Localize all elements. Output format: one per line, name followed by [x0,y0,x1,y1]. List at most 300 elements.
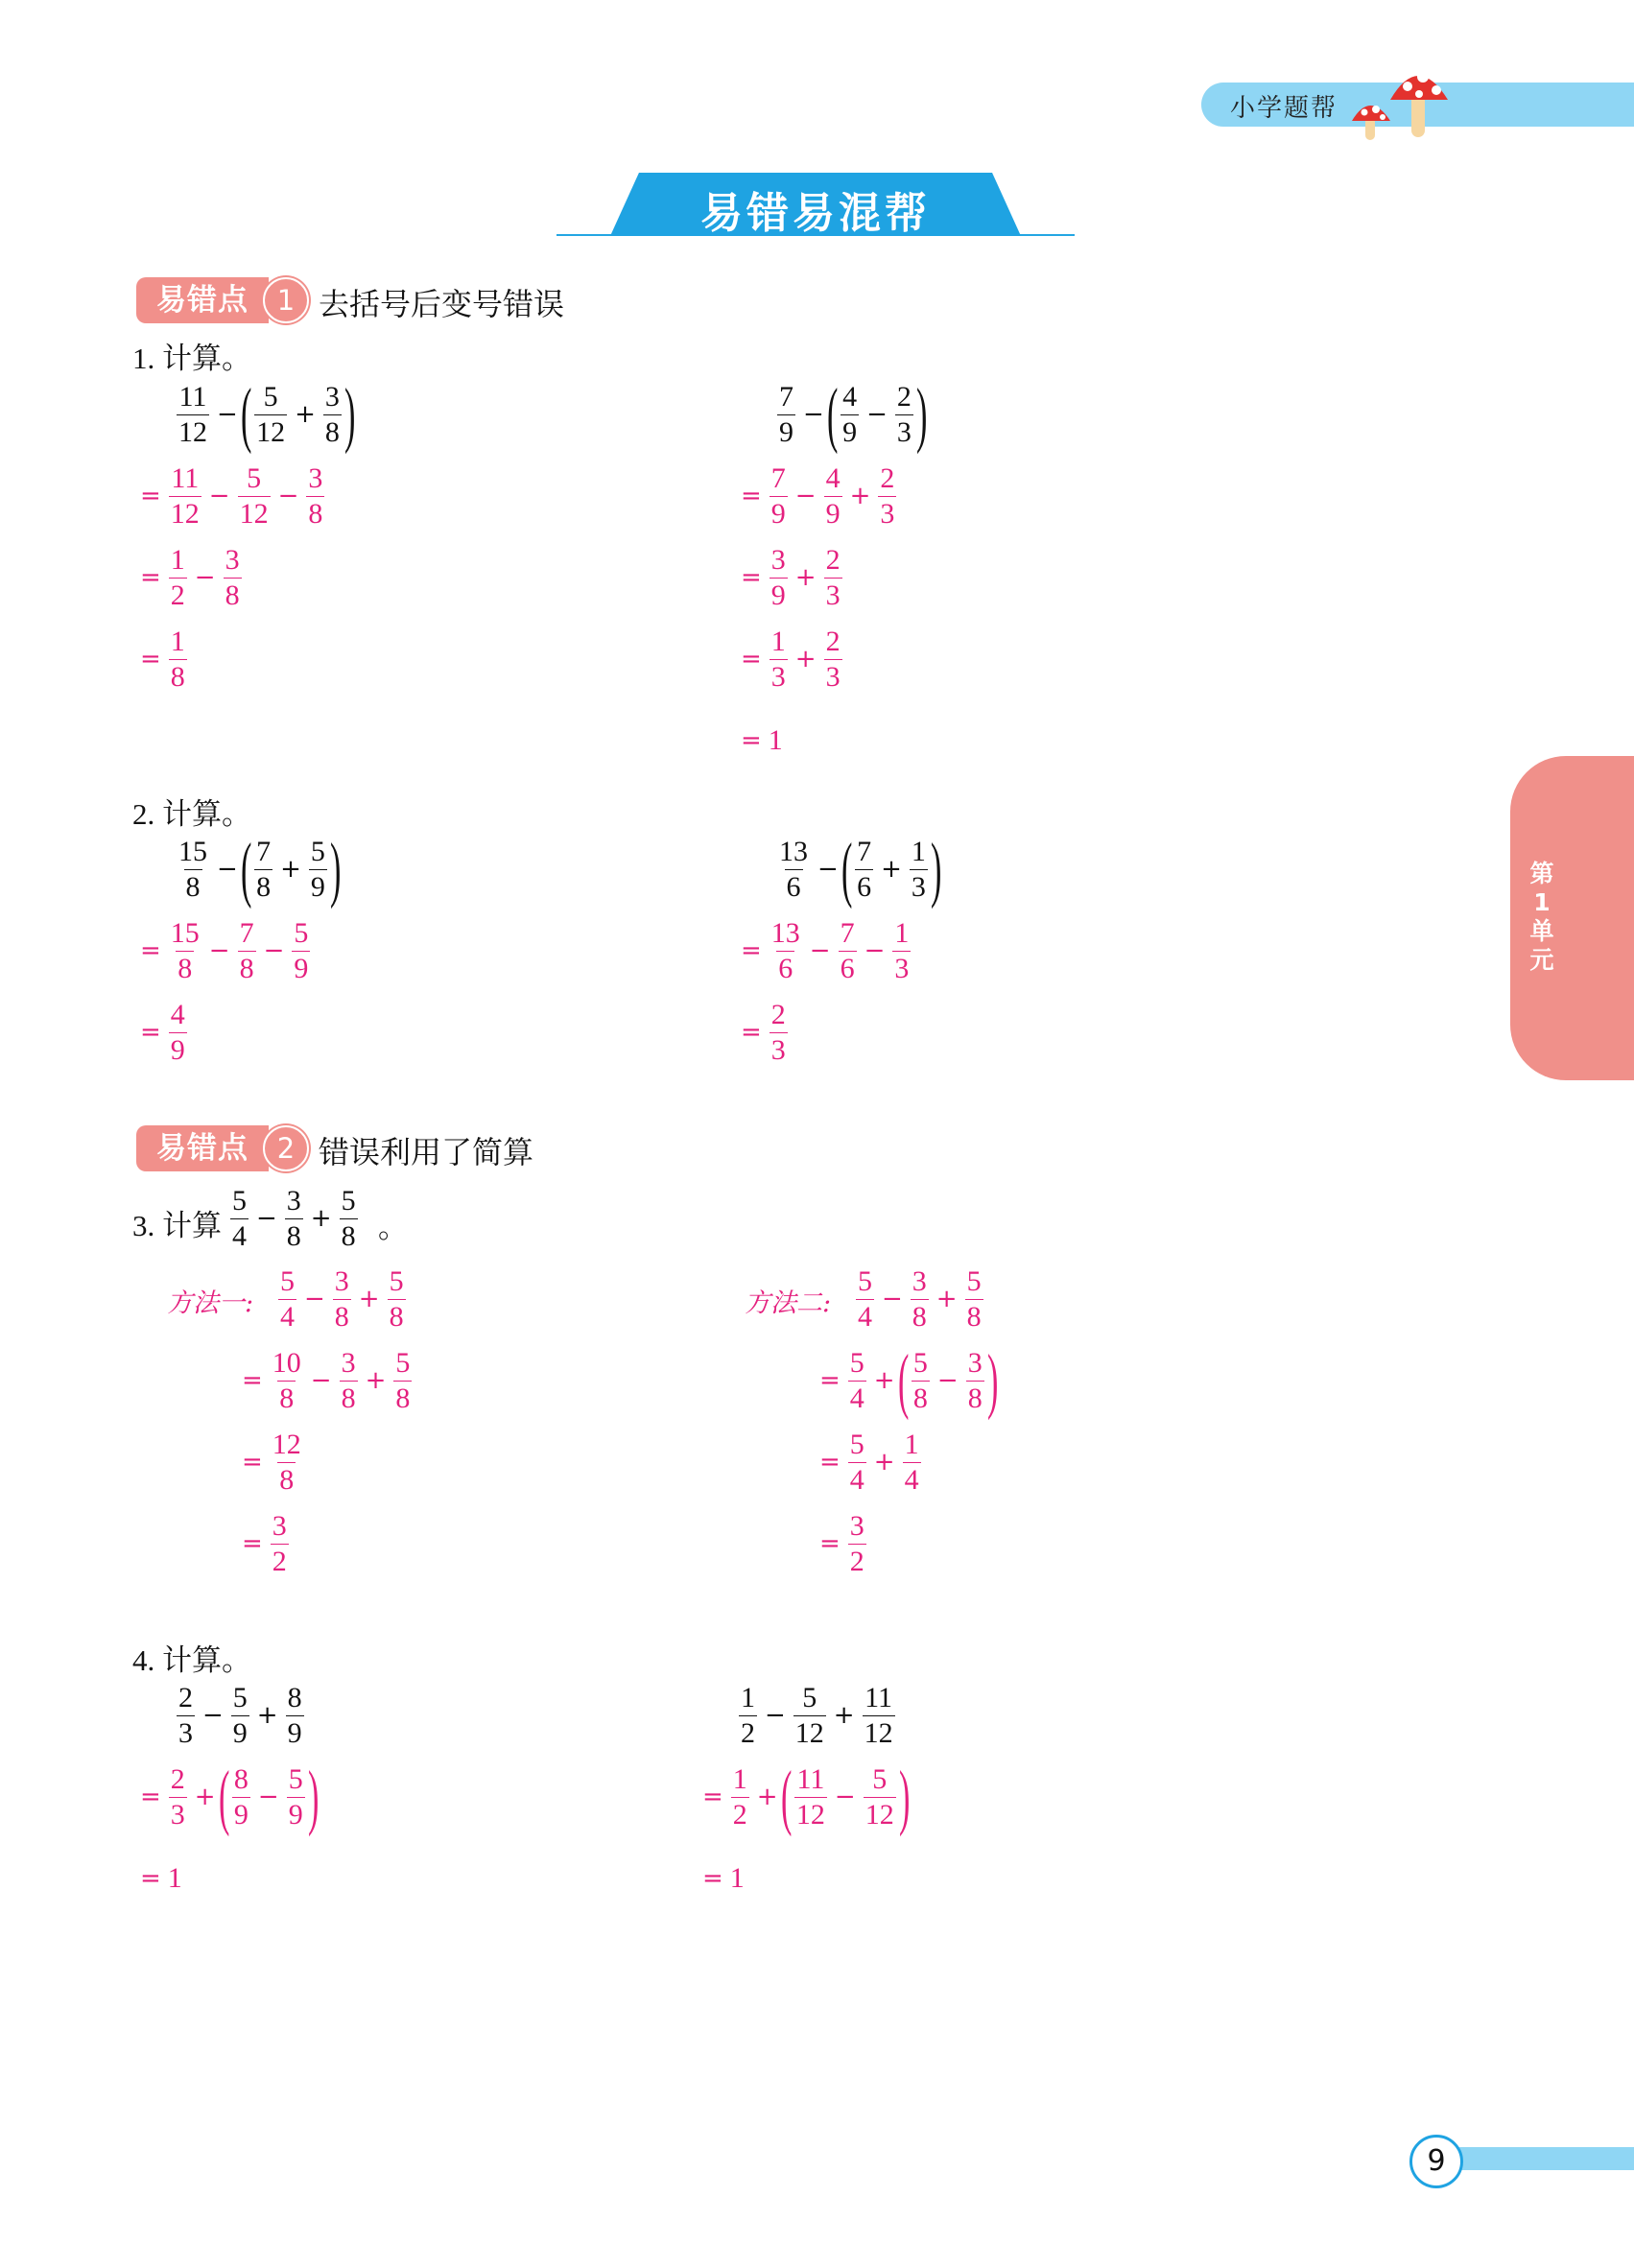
operator: + [833,1701,855,1730]
fraction [169,998,187,1066]
denominator: 4 [858,1300,872,1333]
fraction [848,1346,866,1414]
denominator: 9 [842,415,858,448]
denominator: 9 [294,952,309,984]
denominator: 8 [395,1382,411,1414]
math-line [773,829,942,910]
operator: − [217,400,238,429]
numerator: 8 [287,1681,302,1713]
numerator: 5 [966,1264,982,1297]
operator: + [873,1366,895,1395]
math-line [816,1426,925,1499]
denominator: 8 [225,579,240,611]
fraction [224,543,242,611]
fraction [895,380,913,448]
operator: = [741,1018,762,1047]
fraction [238,916,256,984]
math-line [136,623,191,696]
numerator: 1 [170,625,185,657]
denominator: 8 [967,1382,983,1414]
denominator: 8 [239,952,254,984]
fraction [770,461,788,530]
math-line [238,1426,307,1499]
math-line [136,914,314,987]
section-title: 错误利用了简算 [319,1134,534,1170]
operator: = [741,482,762,510]
math-line [816,1507,870,1580]
numerator: 3 [272,1509,287,1542]
fraction [770,998,788,1066]
denominator: 8 [912,1382,928,1414]
operator: − [866,400,888,429]
numerator: 3 [334,1264,349,1297]
parenthesis: ( [240,374,252,455]
denominator: 12 [239,497,269,530]
operator: + [881,855,902,884]
operator: + [794,645,817,673]
section-number: 1 [263,277,309,323]
fraction [770,627,788,692]
fraction [855,835,873,903]
denominator: 3 [911,870,926,903]
denominator: 8 [279,1463,295,1496]
numerator: 2 [825,543,841,576]
numerator: 3 [225,543,240,576]
operator: = [741,645,762,673]
math-line [735,1679,899,1752]
method-two-label: 方法二: [745,1288,832,1318]
fraction [839,916,857,984]
question-label-2: 2. 计算。 [132,797,251,831]
math-line [274,1263,410,1335]
math-line [737,914,914,987]
numerator: 2 [880,461,895,494]
denominator: 8 [170,660,185,693]
fraction [287,1762,305,1831]
numerator: 11 [178,380,207,413]
denominator: 8 [286,1219,301,1252]
numerator: 5 [247,461,262,494]
fraction [770,916,802,984]
denominator: 4 [849,1463,864,1496]
numerator: 15 [178,835,207,867]
math-line [173,829,342,910]
numerator: 7 [256,835,272,867]
operator: − [257,1783,279,1811]
denominator: 9 [825,497,841,530]
denominator: 9 [779,415,793,448]
parenthesis: ) [343,374,356,455]
numerator: 1 [170,543,185,576]
fraction [232,1762,250,1831]
parenthesis: ( [218,1757,229,1837]
mushroom-icon [1348,58,1463,149]
denominator: 2 [732,1798,747,1831]
fraction [323,380,342,448]
fraction [863,1681,895,1749]
numerator: 11 [864,1681,893,1713]
fraction [393,1346,412,1414]
fraction [903,1430,921,1495]
operator: − [794,482,817,510]
operator: − [194,563,216,592]
fraction [793,1681,826,1749]
numerator: 5 [232,1184,247,1217]
fraction [911,1264,929,1333]
page-number: 9 [1409,2135,1463,2188]
numerator: 5 [341,1184,356,1217]
method-one-label: 方法一: [167,1288,254,1318]
question-label-1: 1. 计算。 [132,342,251,375]
numerator: 2 [896,380,912,413]
operator: = [140,645,161,673]
fraction [824,627,842,692]
denominator: 12 [178,415,207,448]
operator: = [140,1018,161,1047]
denominator: 8 [279,1382,295,1414]
fraction [271,1346,303,1414]
fraction [794,1762,827,1831]
fraction [271,1509,289,1577]
section-title: 去括号后变号错误 [319,286,565,322]
math-line [173,1679,308,1752]
parenthesis: ( [780,1757,792,1837]
denominator: 4 [849,1382,864,1414]
numerator: 4 [170,998,185,1030]
fraction [841,380,859,448]
denominator: 4 [280,1300,295,1333]
denominator: 4 [904,1463,919,1496]
fraction [910,835,928,903]
math-line [226,1182,362,1255]
fraction [169,916,201,984]
operator: − [936,1366,959,1395]
fraction [231,1681,249,1749]
numerator: 2 [178,1681,193,1713]
operator: + [849,482,871,510]
numerator: 7 [239,916,254,949]
math-line [136,1842,182,1915]
denominator: 9 [232,1716,248,1749]
fraction [254,835,272,903]
result-value: 1 [167,1862,182,1894]
fraction [731,1762,749,1831]
denominator: 6 [778,952,793,984]
fraction [333,1264,351,1333]
denominator: 9 [233,1798,249,1831]
operator: = [140,1864,161,1893]
numerator: 4 [842,380,858,413]
math-line [238,1507,293,1580]
numerator: 5 [294,916,309,949]
parenthesis: ) [898,1757,911,1837]
fraction [340,1346,358,1414]
denominator: 9 [770,497,786,530]
section-badge: 易错点 [136,1125,269,1171]
numerator: 3 [770,543,786,576]
numerator: 5 [849,1428,864,1460]
denominator: 9 [170,1033,185,1066]
denominator: 12 [864,1798,894,1831]
numerator: 2 [825,625,841,657]
fraction [169,461,201,530]
fraction [739,1681,757,1749]
math-line [136,541,246,614]
numerator: 1 [894,916,910,949]
denominator: 4 [232,1219,247,1252]
result-value: 1 [729,1862,745,1894]
numerator: 15 [170,916,200,949]
fraction [306,461,324,530]
numerator: 5 [288,1762,303,1795]
operator: − [256,1204,277,1233]
fraction [309,835,327,903]
operator: − [765,1701,786,1730]
numerator: 5 [280,1264,295,1297]
parenthesis: ( [240,829,252,910]
numerator: 3 [341,1346,356,1379]
denominator: 8 [308,497,323,530]
section-badge: 易错点 [136,277,269,323]
denominator: 8 [256,870,272,903]
numerator: 3 [286,1184,301,1217]
operator: + [280,855,301,884]
numerator: 5 [395,1346,411,1379]
numerator: 4 [825,461,841,494]
numerator: 12 [272,1428,301,1460]
operator: − [817,855,839,884]
math-line [136,460,328,532]
math-line [699,1842,745,1915]
fraction [169,1762,187,1831]
parenthesis: ( [897,1340,909,1421]
numerator: 8 [233,1762,249,1795]
operator: = [741,936,762,965]
denominator: 3 [825,660,841,693]
denominator: 2 [170,579,185,611]
denominator: 3 [880,497,895,530]
denominator: 3 [896,415,912,448]
operator: − [864,936,886,965]
brand-name: 小学题帮 [1230,94,1338,123]
operator: + [873,1448,895,1477]
operator: = [140,1783,161,1811]
denominator: 12 [794,1716,824,1749]
operator: − [263,936,285,965]
numerator: 11 [171,461,200,494]
fraction [824,461,842,530]
numerator: 13 [770,916,800,949]
numerator: 5 [912,1346,928,1379]
operator: = [242,1448,263,1477]
fraction [177,835,209,903]
denominator: 2 [849,1545,864,1577]
question-3-suffix: 。 [378,1211,408,1244]
math-line [737,704,783,777]
numerator: 1 [911,835,926,867]
operator: = [741,726,762,755]
numerator: 5 [802,1681,817,1713]
operator: − [310,1366,332,1395]
numerator: 7 [770,461,786,494]
operator: = [702,1864,723,1893]
numerator: 13 [779,835,808,867]
operator: + [194,1783,216,1811]
fraction [177,380,209,448]
denominator: 6 [840,952,855,984]
math-line [699,1757,911,1837]
denominator: 2 [272,1545,287,1577]
footer-bar [1447,2147,1634,2170]
denominator: 8 [341,1382,356,1414]
denominator: 3 [170,1798,185,1831]
fraction [770,543,788,611]
numerator: 5 [389,1264,404,1297]
denominator: 3 [894,952,910,984]
operator: = [741,563,762,592]
operator: + [365,1366,387,1395]
fraction [824,543,842,611]
numerator: 5 [310,835,325,867]
math-line [816,1340,999,1421]
numerator: 7 [779,380,793,413]
denominator: 8 [178,952,193,984]
operator: = [819,1529,841,1558]
numerator: 10 [272,1346,301,1379]
denominator: 8 [341,1219,356,1252]
denominator: 3 [178,1716,193,1749]
operator: − [208,936,230,965]
operator: = [702,1783,723,1811]
denominator: 8 [389,1300,404,1333]
operator: + [794,563,817,592]
denominator: 2 [741,1716,755,1749]
operator: − [834,1783,856,1811]
operator: − [809,936,831,965]
numerator: 3 [967,1346,983,1379]
denominator: 8 [912,1300,927,1333]
numerator: 2 [170,1762,185,1795]
fraction [848,1509,866,1577]
math-line [136,1757,320,1837]
numerator: 5 [872,1762,888,1795]
numerator: 1 [770,625,786,657]
numerator: 5 [263,380,278,413]
numerator: 1 [741,1681,755,1713]
fraction [177,1681,195,1749]
parenthesis: ( [841,829,853,910]
denominator: 8 [966,1300,982,1333]
denominator: 8 [185,870,201,903]
denominator: 8 [324,415,340,448]
numerator: 7 [857,835,872,867]
math-line [773,374,928,455]
denominator: 6 [786,870,801,903]
operator: − [277,482,299,510]
denominator: 9 [288,1798,303,1831]
fraction [285,1184,303,1252]
math-line [173,374,356,455]
operator: − [882,1285,903,1313]
numerator: 11 [796,1762,825,1795]
operator: − [217,855,238,884]
fraction [271,1430,303,1495]
operator: + [295,400,316,429]
operator: + [310,1204,332,1233]
numerator: 5 [232,1681,248,1713]
parenthesis: ) [329,829,342,910]
numerator: 5 [858,1264,872,1297]
fraction [169,627,187,692]
parenthesis: ) [307,1757,320,1837]
page-title: 易错易混帮 [700,189,931,238]
operator: = [819,1448,841,1477]
operator: + [256,1701,278,1730]
denominator: 3 [770,1033,786,1066]
operator: − [208,482,230,510]
fraction [864,1762,896,1831]
fraction [238,461,271,530]
numerator: 1 [904,1428,919,1460]
math-line [852,1263,987,1335]
parenthesis: ) [915,374,928,455]
math-line [238,1344,415,1417]
numerator: 3 [849,1509,864,1542]
fraction [892,916,911,984]
question-label-3: 3. 计算 [132,1209,222,1242]
result-value: 1 [768,724,783,756]
fraction [169,543,187,611]
fraction [848,1430,866,1495]
denominator: 9 [310,870,325,903]
operator: = [242,1529,263,1558]
denominator: 9 [287,1716,302,1749]
section-number: 2 [263,1125,309,1171]
fraction [965,1264,983,1333]
parenthesis: ( [826,374,839,455]
numerator: 2 [770,998,786,1030]
math-line [737,996,792,1069]
fraction [254,380,287,448]
numerator: 1 [732,1762,747,1795]
fraction [878,461,896,530]
math-line [737,623,846,696]
operator: = [242,1366,263,1395]
fraction [856,1264,874,1333]
unit-label: 第1单元 [1529,860,1554,974]
numerator: 3 [324,380,340,413]
denominator: 3 [770,660,786,693]
operator: + [756,1783,778,1811]
denominator: 12 [170,497,200,530]
denominator: 3 [825,579,841,611]
denominator: 12 [864,1716,893,1749]
operator: = [819,1366,841,1395]
fraction [292,916,310,984]
numerator: 7 [840,916,855,949]
fraction [278,1264,296,1333]
numerator: 3 [912,1264,927,1297]
operator: = [140,563,161,592]
fraction [340,1184,358,1252]
operator: − [202,1701,224,1730]
denominator: 12 [795,1798,825,1831]
denominator: 6 [857,870,872,903]
operator: + [358,1285,380,1313]
denominator: 9 [770,579,786,611]
question-label-4: 4. 计算。 [132,1643,251,1677]
operator: − [803,400,824,429]
